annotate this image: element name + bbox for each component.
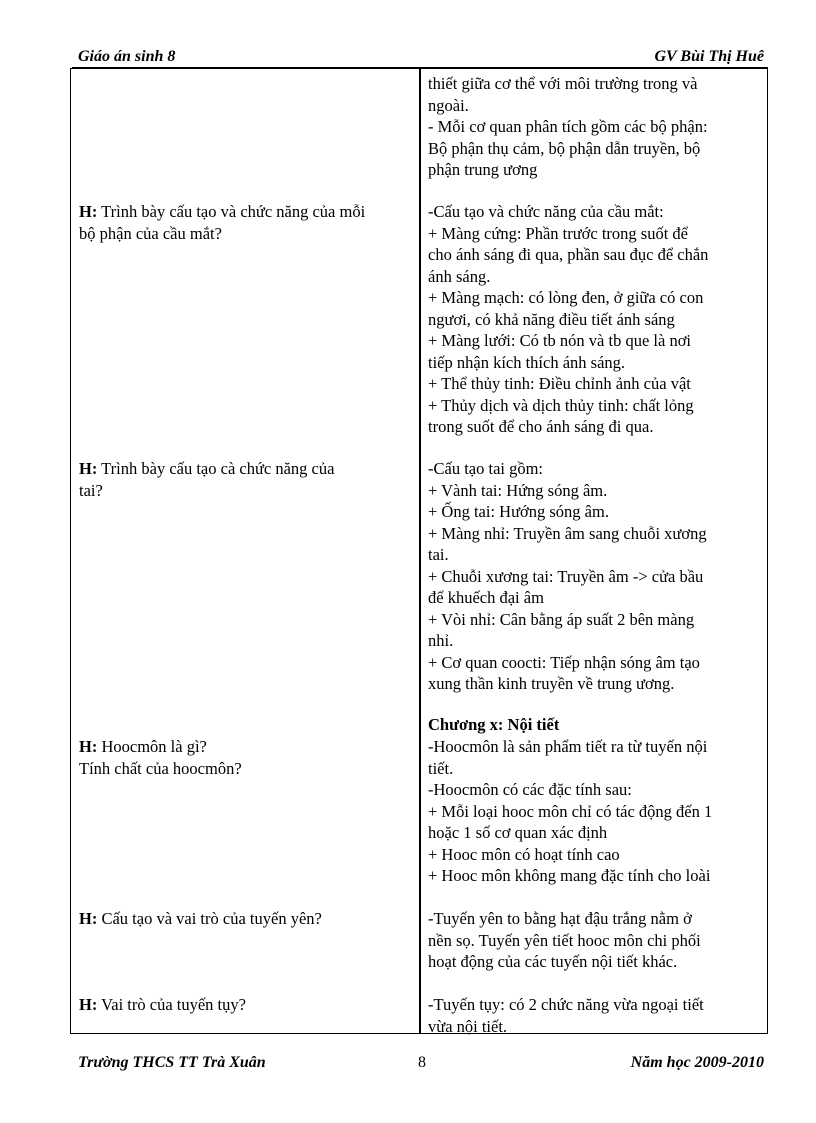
answer-cell-0 [428,73,762,181]
header-teacher: GV Bùi Thị Huê [654,48,764,65]
page-footer [78,1054,764,1076]
header-subject: Giáo án sinh 8 [78,48,176,65]
answer-line: + Thể thủy tinh: Điều chỉnh ảnh của vật [428,374,691,393]
answer-line: -Hoocmôn có các đặc tính sau: [428,780,632,799]
question-cell-4 [79,908,409,930]
answer-line: -Hoocmôn là sản phẩm tiết ra từ tuyến nội [428,737,708,756]
answer-line: + Hooc môn không mang đặc tính cho loài [428,866,711,885]
answer-line: xung thần kinh truyền về trung ương. [428,674,675,693]
question-cell-1 [79,201,409,244]
question-line: tai? [79,480,103,500]
qa-table [70,68,768,1034]
answer-line: hoặc 1 số cơ quan xác định [428,823,608,842]
question-prefix: H: [79,995,98,1014]
column-divider [419,69,421,1033]
question-prefix: H: [79,459,98,478]
answer-line: + Màng nhỉ: Truyền âm sang chuỗi xương [428,523,707,543]
chapter-heading: Chương x: Nội tiết [428,715,560,734]
answer-line: + Thủy dịch và dịch thủy tinh: chất lỏng [428,395,694,415]
answer-line: + Hooc môn có hoạt tính cao [428,844,620,864]
footer-school-year: Năm học 2009-2010 [630,1054,764,1071]
answer-line: hoạt động của các tuyến nội tiết khác. [428,952,678,971]
answer-line: nhỉ. [428,631,454,650]
answer-line: -Cấu tạo tai gồm: [428,459,544,478]
answer-line: nền sọ. Tuyến yên tiết hooc môn chi phối [428,930,701,950]
answer-line: -Cấu tạo và chức năng của cầu mắt: [428,202,664,221]
question-line: Hoocmôn là gì? [97,737,207,756]
answer-line: + Ống tai: Hướng sóng âm. [428,502,609,521]
question-prefix: H: [79,202,98,221]
answer-line: Bộ phận thụ cảm, bộ phận dẫn truyền, bộ [428,138,701,158]
answer-line: + Vòi nhỉ: Cân bằng áp suất 2 bên màng [428,609,695,629]
answer-line: trong suốt để cho ánh sáng đi qua. [428,417,654,436]
footer-school: Trường THCS TT Trà Xuân [78,1054,266,1071]
question-prefix: H: [79,909,98,928]
question-line: Vai trò của tuyến tụy? [97,995,246,1014]
answer-line: + Màng cứng: Phần trước trong suốt để [428,223,689,243]
answer-line: + Vành tai: Hứng sóng âm. [428,480,608,500]
answer-cell-5 [428,994,762,1037]
answer-line: tai. [428,545,449,564]
answer-line: ánh sáng. [428,266,491,286]
answer-line: ngươi, có khả năng điều tiết ánh sáng [428,309,675,329]
answer-line: tiết. [428,758,454,778]
answer-cell-2 [428,458,762,695]
question-line: bộ phận của cầu mắt? [79,223,222,243]
question-cell-5 [79,994,409,1016]
answer-line: phận trung ương [428,160,538,179]
answer-line: - Mỗi cơ quan phân tích gồm các bộ phận: [428,117,708,136]
answer-line: -Tuyến yên to bằng hạt đậu trắng nằm ở [428,909,692,928]
question-prefix: H: [79,737,98,756]
answer-line: vừa nội tiết. [428,1016,508,1036]
answer-cell-3 [428,736,762,887]
question-line: Tính chất của hoocmôn? [79,758,242,778]
answer-cell-1 [428,201,762,438]
question-line: Trình bày cấu tạo cà chức năng của [97,459,335,478]
question-line: Cấu tạo và vai trò của tuyến yên? [97,909,322,928]
answer-line: + Chuỗi xương tai: Truyền âm -> cửa bầu [428,566,704,586]
page-header [78,48,764,68]
answer-line: -Tuyến tụy: có 2 chức năng vừa ngoại tiết [428,995,704,1014]
answer-cell-4 [428,908,762,973]
question-cell-3 [79,736,409,779]
answer-line: tiếp nhận kích thích ánh sáng. [428,352,626,372]
question-cell-2 [79,458,409,501]
answer-line: ngoài. [428,95,469,115]
answer-line: + Màng lưới: Có tb nón và tb que là nơi [428,331,692,350]
question-line: Trình bày cấu tạo và chức năng của mỗi [97,202,366,221]
page-number: 8 [418,1054,426,1071]
answer-line: + Cơ quan coocti: Tiếp nhận sóng âm tạo [428,652,700,672]
answer-line: + Mỗi loại hooc môn chỉ có tác động đến 1 [428,801,713,821]
answer-line: + Màng mạch: có lòng đen, ở giữa có con [428,288,704,307]
answer-line: thiết giữa cơ thể với môi trường trong và [428,74,698,93]
answer-line: để khuếch đại âm [428,588,544,607]
answer-line: cho ánh sáng đi qua, phần sau đục để chắn [428,245,709,264]
